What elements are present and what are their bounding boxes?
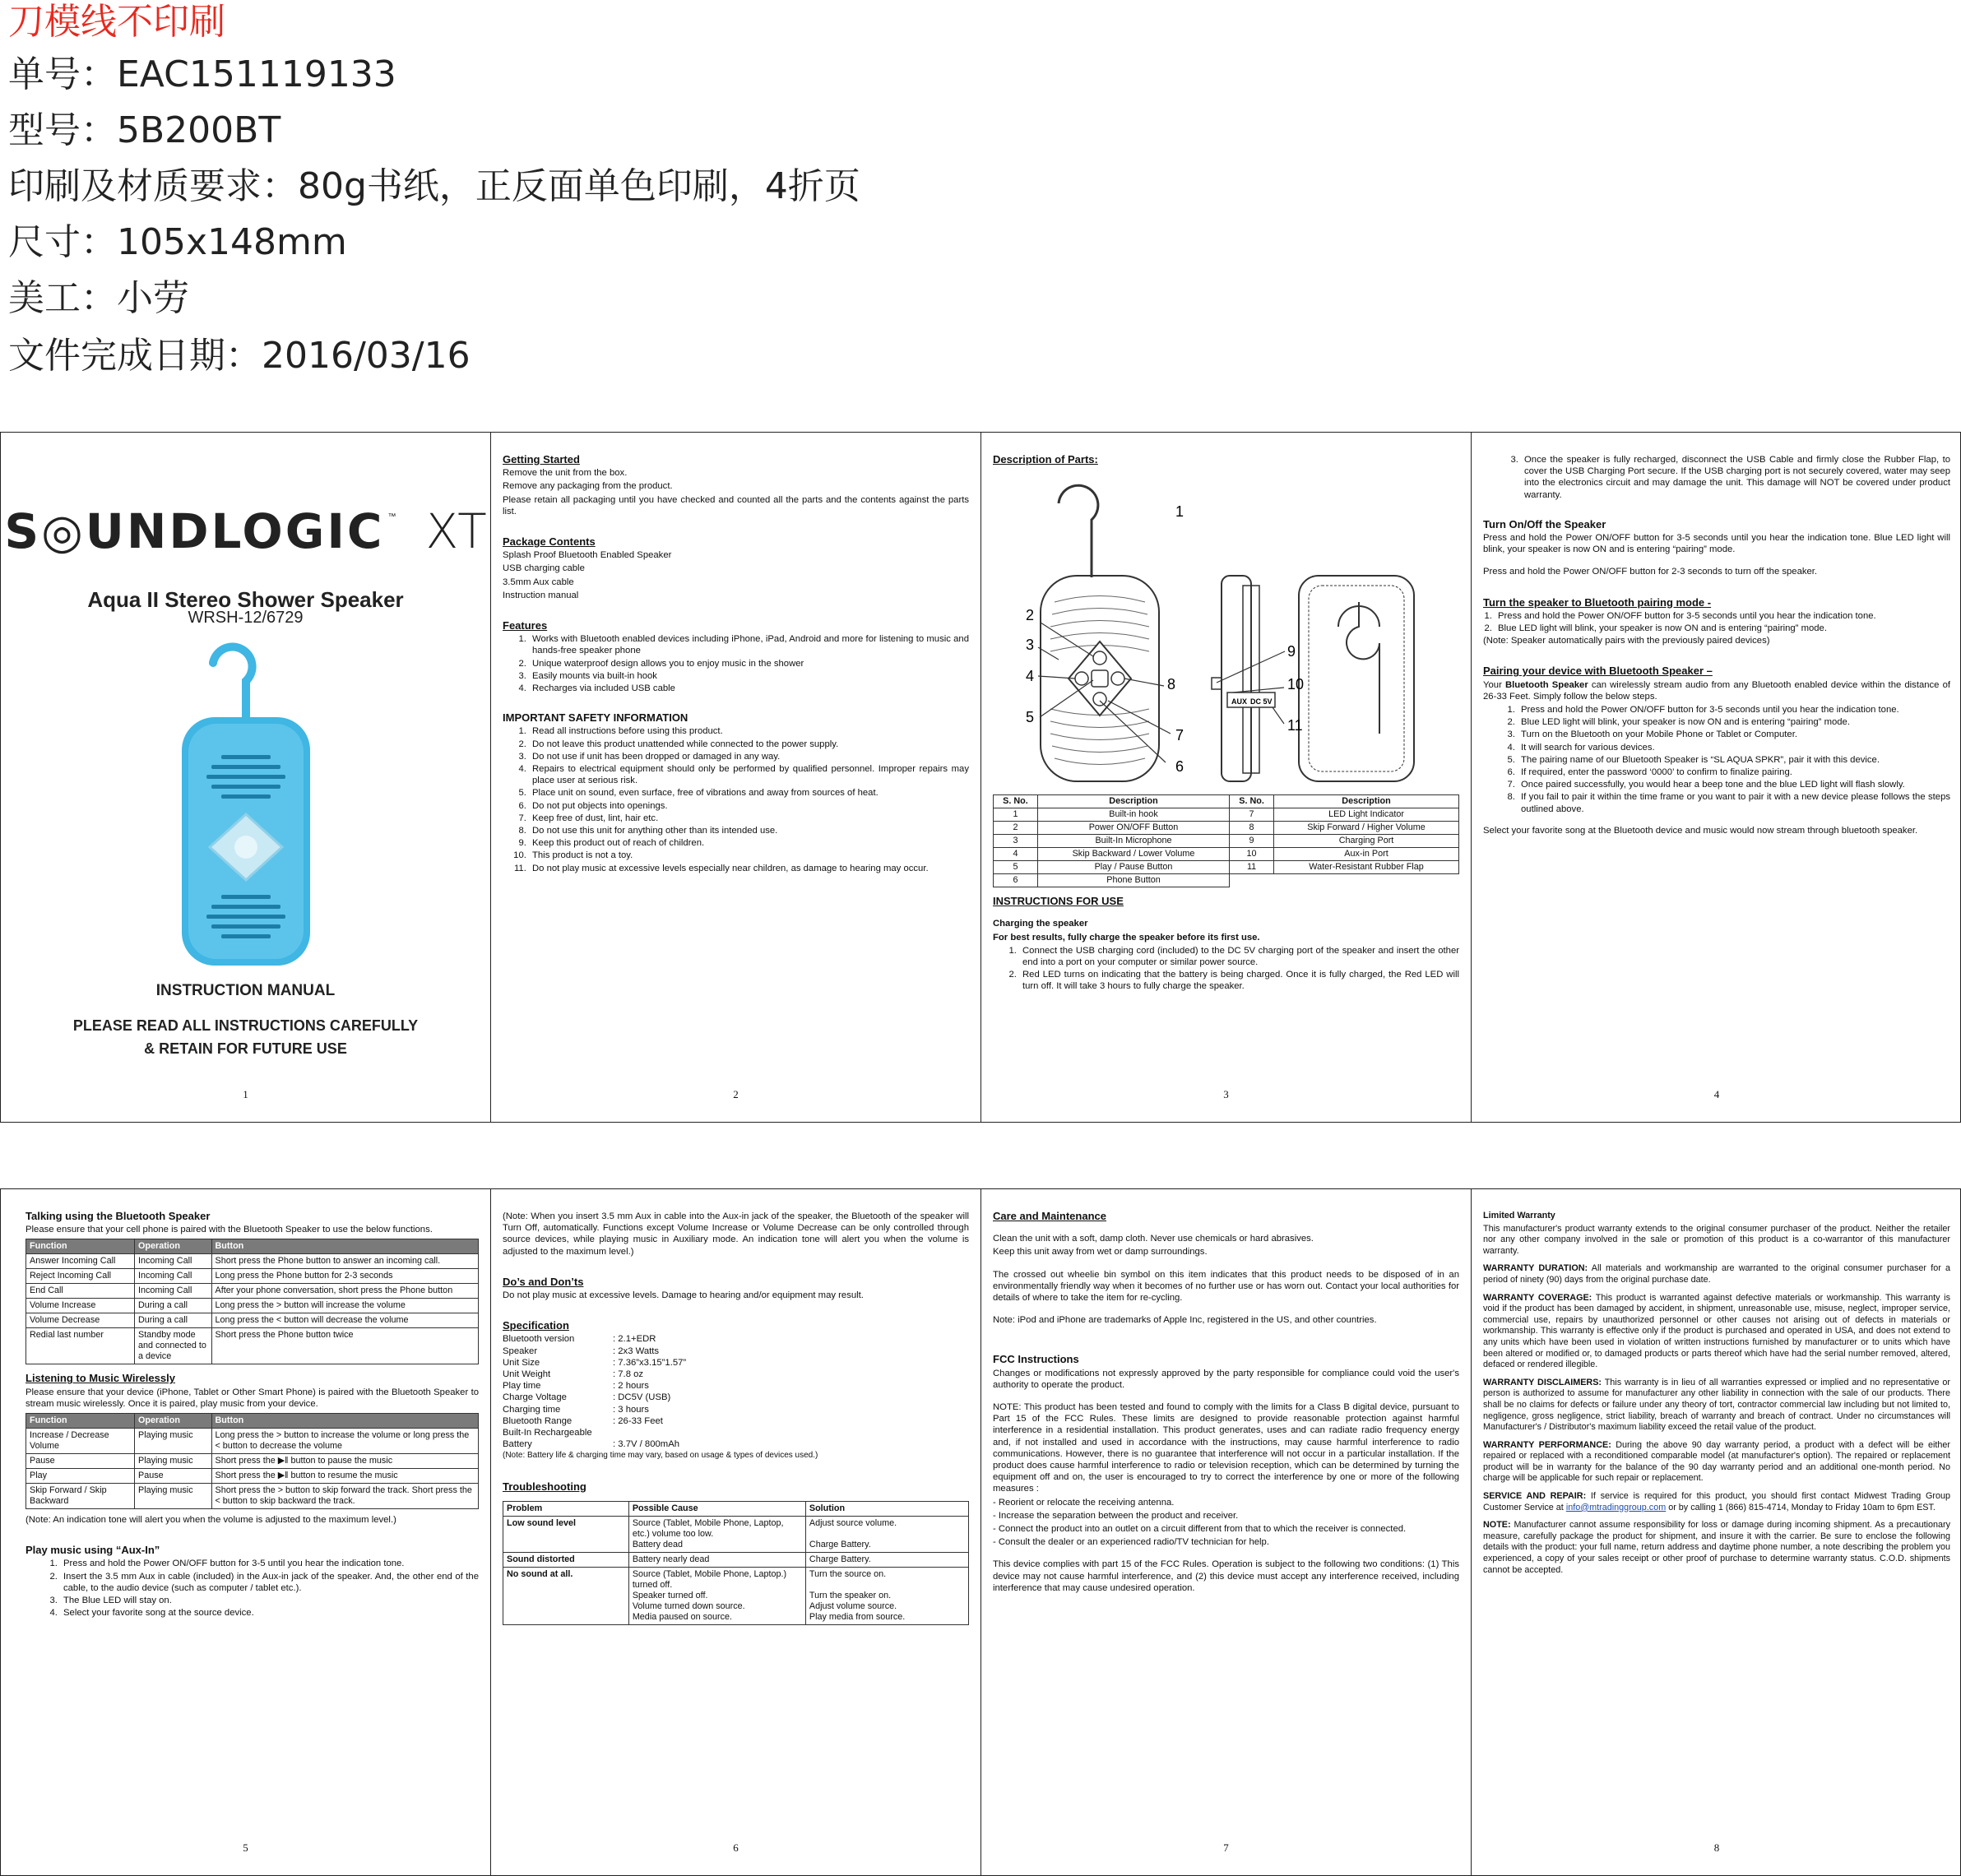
package-contents-heading: Package Contents	[503, 535, 596, 549]
speaker-image	[164, 632, 328, 969]
aux-note: (Note: When you insert 3.5 mm Aux in cable into the Aux-in jack of the speaker, the Bluetooth of the speaker will Turn Off, automatically. Functions except Volume Increase or Volume Decrease can be only controlled through source devices, while playing music in Auxiliary mode. An indication tone will alert you when the volume is adjusted to the maximum level.)	[503, 1211, 969, 1257]
care-text-4: Note: iPod and iPhone are trademarks of Apple Inc, registered in the US, and other countries.	[993, 1315, 1377, 1326]
read-line-1: PLEASE READ ALL INSTRUCTIONS CAREFULLY	[72, 1017, 419, 1034]
talking-intro: Please ensure that your cell phone is paired with the Bluetooth Speaker to use the below functions.	[25, 1225, 433, 1235]
cell: Long press the < button will decrease the volume	[211, 1313, 479, 1328]
charging-step: 1. Connect the USB charging cord (included) to the DC 5V charging port of the speaker and insert the other end into a port on your computer or similar power source.	[1019, 945, 1459, 968]
parts-table	[993, 794, 1459, 887]
fcc-text-1: Changes or modifications not expressly approved by the party responsible for compliance could void the user's authority to operate the product.	[993, 1368, 1459, 1390]
cell: Volume Increase	[26, 1299, 135, 1313]
page-number: 3	[1223, 1087, 1229, 1100]
cell: End Call	[26, 1284, 135, 1299]
cell: Incoming Call	[135, 1269, 212, 1284]
pairing-intro	[1483, 679, 1950, 702]
th: S. No.	[994, 795, 1038, 808]
turn-on-text: Press and hold the Power ON/OFF button for 3-5 seconds until you hear the indication tone. Blue LED light will blink, your speaker is now ON and is entering “pairing” mode.	[1483, 533, 1950, 555]
label: WARRANTY DURATION:	[1483, 1263, 1588, 1274]
feature-item: 2. Unique waterproof design allows you to enjoy music in the shower	[529, 658, 969, 669]
cell: Aux-in Port	[1274, 848, 1459, 861]
pairing-step: 1. Press and hold the Power ON/OFF button for 3-5 seconds until you hear the indication tone.	[1518, 704, 1950, 716]
panel-3	[981, 433, 1472, 1122]
callout-4: 4	[1026, 668, 1035, 685]
header-line-5: 尺寸：105x148mm	[8, 221, 347, 263]
read-instructions-notice	[12, 1014, 479, 1060]
cell: 2	[994, 822, 1038, 835]
table-row	[503, 1567, 969, 1624]
parts-diagram	[993, 470, 1459, 791]
cell: 9	[1230, 835, 1274, 848]
pairing-mode-steps	[1495, 610, 1950, 634]
aux-label: AUX	[1231, 697, 1248, 706]
cell: Long press the > button will increase the volume	[211, 1299, 479, 1313]
label: WARRANTY COVERAGE:	[1483, 1292, 1592, 1303]
bottom-sheet	[0, 1188, 1961, 1876]
safety-item: 11. Do not play music at excessive levels especially near children, as damage to hearing may occur.	[529, 863, 969, 874]
package-item: Splash Proof Bluetooth Enabled Speaker	[503, 550, 672, 561]
spec-value: : 7.8 oz	[613, 1369, 644, 1380]
logo-text: S◎UNDLOGIC	[4, 503, 385, 559]
spec-row	[503, 1357, 969, 1369]
volume-note: (Note: An indication tone will alert you when the volume is adjusted to the maximum level.)	[25, 1515, 396, 1526]
table-row	[26, 1269, 479, 1284]
cell: Redial last number	[26, 1328, 135, 1364]
cell: Built-in hook	[1037, 808, 1229, 822]
specification-list	[503, 1333, 969, 1450]
callout-10: 10	[1287, 676, 1305, 693]
spec-row	[503, 1380, 969, 1392]
description-of-parts-heading: Description of Parts:	[993, 453, 1098, 466]
cell: Increase / Decrease Volume	[26, 1429, 135, 1454]
safety-item: 3. Do not use if unit has been dropped or damaged in any way.	[529, 751, 969, 762]
feature-item: 3. Easily mounts via built-in hook	[529, 670, 969, 682]
spec-label: Speaker	[503, 1346, 538, 1356]
spec-label: Bluetooth version	[503, 1334, 575, 1345]
aux-in-steps	[60, 1558, 479, 1619]
getting-started-line-3: Please retain all packaging until you have checked and counted all the parts and the contents against the parts list.	[503, 494, 969, 516]
pairing-mode-step: 2. Blue LED light will blink, your speaker is now ON and is entering “pairing” mode.	[1495, 623, 1950, 634]
safety-item: 6. Do not put objects into openings.	[529, 800, 969, 812]
spec-value: : 7.36”x3.15”1.57”	[613, 1357, 687, 1368]
listening-heading: Listening to Music Wirelessly	[25, 1372, 175, 1385]
safety-list	[529, 725, 969, 873]
charging-heading: Charging the speaker	[993, 919, 1088, 929]
cell: Source (Tablet, Mobile Phone, Laptop.) turned off. Speaker turned off. Volume turned down source. Media paused on source.	[628, 1567, 805, 1624]
spec-label: Charge Voltage	[503, 1392, 567, 1403]
safety-item: 4. Repairs to electrical equipment should only be performed by qualified personnel. Improper repairs may place user at serious risk.	[529, 763, 969, 786]
pairing-mode-note: (Note: Speaker automatically pairs with the previously paired devices)	[1483, 636, 1770, 646]
fcc-heading: FCC Instructions	[993, 1353, 1079, 1366]
charging-best-results: For best results, fully charge the speaker before its first use.	[993, 932, 1260, 943]
safety-item: 5. Place unit on sound, even surface, free of vibrations and away from sources of heat.	[529, 787, 969, 799]
package-item: USB charging cable	[503, 563, 585, 574]
feature-item: 1. Works with Bluetooth enabled devices including iPhone, iPad, Android and more for listening to music and hands-free speaker phone	[529, 633, 969, 656]
spec-label: Battery	[503, 1439, 532, 1450]
music-functions-table	[25, 1413, 479, 1509]
cell: 7	[1230, 808, 1274, 822]
spec-value: : 26-33 Feet	[613, 1415, 663, 1426]
aux-in-step: 3. The Blue LED will stay on.	[60, 1595, 479, 1606]
limited-warranty-text: This manufacturer's product warranty extends to the original consumer purchaser of the product. Neither the retailer nor any other company involved in the sale or promotion of this product is a co-warrantor of this manufacturer warranty.	[1483, 1223, 1950, 1256]
care-text-2: Keep this unit away from wet or damp surroundings.	[993, 1247, 1208, 1258]
cell: 3	[994, 835, 1038, 848]
aux-in-heading: Play music using “Aux-In”	[25, 1544, 160, 1557]
cell: Skip Forward / Skip Backward	[26, 1484, 135, 1509]
fcc-text-3: This device complies with part 15 of the FCC Rules. Operation is subject to the following two conditions: (1) This device may not cause harmful interference, and (2) this device must accept any interference received, including interference that may cause undesired operation.	[993, 1559, 1459, 1593]
table-row	[503, 1552, 969, 1567]
call-functions-table	[25, 1239, 479, 1364]
cell: During a call	[135, 1299, 212, 1313]
cell: Battery nearly dead	[628, 1552, 805, 1567]
warranty-coverage	[1483, 1293, 1950, 1371]
spec-value: : 2.1+EDR	[613, 1334, 656, 1345]
cell: Short press the ▶‖ button to pause the music	[211, 1454, 479, 1469]
logo-xt: XT	[425, 503, 487, 559]
label: SERVICE AND REPAIR:	[1483, 1491, 1587, 1502]
header-line-2: 单号：EAC151119133	[8, 53, 396, 95]
callout-6: 6	[1175, 758, 1184, 776]
cell: Reject Incoming Call	[26, 1269, 135, 1284]
aux-in-step: 4. Select your favorite song at the source device.	[60, 1607, 479, 1619]
table-row	[26, 1254, 479, 1269]
table-row	[994, 874, 1459, 887]
th: Operation	[135, 1414, 212, 1429]
fcc-measure: - Connect the product into an outlet on a circuit different from that to which the receiver is connected.	[993, 1524, 1407, 1535]
instruction-manual-label: INSTRUCTION MANUAL	[155, 982, 336, 1000]
table-row	[26, 1299, 479, 1313]
cell: Built-In Microphone	[1037, 835, 1229, 848]
table-row	[26, 1284, 479, 1299]
callout-7: 7	[1175, 727, 1184, 744]
spec-value: : 2x3 Watts	[613, 1346, 660, 1356]
text: Your	[1483, 679, 1505, 690]
table-row	[26, 1484, 479, 1509]
callout-3: 3	[1026, 637, 1035, 654]
header-line-7: 文件完成日期：2016/03/16	[8, 335, 471, 377]
pairing-step: 4. It will search for various devices.	[1518, 742, 1950, 753]
text: can wirelessly stream audio from any Bluetooth enabled device within the distance of 26-33 Feet. Simply follow the below steps.	[1483, 679, 1950, 702]
text-bold: Bluetooth Speaker	[1504, 679, 1588, 690]
charging-step: 2. Red LED turns on indicating that the battery is being charged. Once it is fully charged, the Red LED will turn off. It will take 3 hours to fully charge the speaker.	[1019, 969, 1459, 992]
callout-5: 5	[1026, 709, 1035, 726]
dos-donts-heading: Do’s and Don’ts	[503, 1275, 584, 1288]
cell: Short press the > button to skip forward the track. Short press the < button to skip backward the track.	[211, 1484, 479, 1509]
speaker-illustration	[164, 632, 328, 969]
spec-row	[503, 1427, 969, 1438]
dos-donts-text: Do not play music at excessive levels. Damage to hearing and/or equipment may result.	[503, 1290, 864, 1301]
product-title: Aqua II Stereo Shower Speaker	[87, 587, 404, 612]
table-row	[994, 822, 1459, 835]
safety-item: 2. Do not leave this product unattended while connected to the power supply.	[529, 739, 969, 750]
text: Manufacturer cannot assume responsibility for loss or damage during incoming shipment. As a precautionary measure, carefully package the product for shipment, and insure it with the carrier. Be sure to enclose the following details with the product: your full name, return address and daytime phone number, a note describing the problem you experienced, a copy of your sales receipt or other proof of purchase to determine warranty status. C.O.D. shipments cannot be accepted.	[1483, 1520, 1950, 1575]
cell: Source (Tablet, Mobile Phone, Laptop, etc.) volume too low. Battery dead	[628, 1516, 805, 1552]
fcc-measure: - Reorient or relocate the receiving antenna.	[993, 1497, 1175, 1508]
pairing-mode-heading: Turn the speaker to Bluetooth pairing mode -	[1483, 595, 1712, 609]
spec-row	[503, 1404, 969, 1415]
text: This warranty is in lieu of all warranties expressed or implied and no representative or person is authorized to assume for manufacturer any other liability in connection with the sale of our products. There shall be no claims for defects or failure under any theory of tort, contractor commercial law including but not limited to, negligence, gross negligence, strict liability, breach of warranty and breach of contract. Under no circumstances will Manufacturer's / Distributor's maximum liability exceed the retail value of the product.	[1483, 1377, 1950, 1433]
cell: Incoming Call	[135, 1284, 212, 1299]
panel-6	[491, 1189, 981, 1875]
turn-off-text: Press and hold the Power ON/OFF button for 2-3 seconds to turn off the speaker.	[1483, 567, 1818, 577]
pairing-steps	[1518, 704, 1950, 815]
turn-on-off-heading: Turn On/Off the Speaker	[1483, 517, 1606, 530]
cell: Skip Forward / Higher Volume	[1274, 822, 1459, 835]
select-song-text: Select your favorite song at the Bluetooth device and music would now stream through bluetooth speaker.	[1483, 825, 1918, 836]
feature-item: 4. Recharges via included USB cable	[529, 683, 969, 694]
fcc-text-2: NOTE: This product has been tested and found to comply with the limits for a Class B digital device, pursuant to Part 15 of the FCC Rules. These limits are designed to provide reasonable protection against harmful interference in a residential installation. This product generates, uses and can radiate radio frequency energy and, if not installed and used in accordance with the instructions, may cause harmful interference to radio communications. However, there is no guarantee that interference will not occur in a particular installation. If the product does cause harmful interference to radio or television reception, which can be determined by turning the equipment off and on, the user is encouraged to try to correct the interference by one or more of the following measures :	[993, 1402, 1459, 1494]
fcc-measure: - Increase the separation between the product and receiver.	[993, 1510, 1239, 1521]
cell: Long press the Phone button for 2-3 seconds	[211, 1269, 479, 1284]
panel-1-cover	[1, 433, 491, 1122]
cell: Power ON/OFF Button	[1037, 822, 1229, 835]
aux-in-step: 2. Insert the 3.5 mm Aux in cable (included) in the Aux-in jack of the speaker. And, the other end of the cable, to the audio device (such as computer / tablet etc.).	[60, 1571, 479, 1594]
page-number: 5	[243, 1841, 248, 1854]
label: WARRANTY DISCLAIMERS:	[1483, 1377, 1602, 1387]
header-line-1: 刀模线不印刷	[8, 1, 225, 43]
cell: Charge Battery.	[805, 1552, 968, 1567]
safety-item: 7. Keep free of dust, lint, hair etc.	[529, 813, 969, 824]
getting-started-line-1: Remove the unit from the box.	[503, 468, 628, 479]
th: Function	[26, 1239, 135, 1254]
table-row	[503, 1516, 969, 1552]
pairing-step: 8. If you fail to pair it within the time frame or you want to pair it with a new device please follows the steps outlined above.	[1518, 791, 1950, 814]
safety-item: 1. Read all instructions before using this product.	[529, 725, 969, 737]
spec-value: : 3.7V / 800mAh	[613, 1439, 680, 1450]
text: All materials and workmanship are warranted to the original consumer purchaser for a period of ninety (90) days from the original purchase date.	[1483, 1263, 1950, 1285]
pairing-step: 5. The pairing name of our Bluetooth Speaker is “SL AQUA SPKR”, pair it with this device.	[1518, 754, 1950, 766]
cell: Play	[26, 1469, 135, 1484]
cell	[1230, 874, 1274, 887]
table-row	[26, 1429, 479, 1454]
spec-value: : 3 hours	[613, 1404, 649, 1415]
pairing-step: 6. If required, enter the password ‘0000’ to confirm to finalize pairing.	[1518, 767, 1950, 778]
cell	[1274, 874, 1459, 887]
troubleshooting-table	[503, 1501, 969, 1625]
package-item: Instruction manual	[503, 590, 579, 600]
pairing-mode-step: 1. Press and hold the Power ON/OFF button for 3-5 seconds until you hear the indication tone.	[1495, 610, 1950, 622]
header-line-3: 型号：5B200BT	[8, 109, 281, 151]
model-number: WRSH-12/6729	[188, 609, 304, 628]
table-row	[994, 848, 1459, 861]
cell: During a call	[135, 1313, 212, 1328]
print-spec-header	[0, 0, 1961, 411]
table-row	[994, 861, 1459, 874]
charging-step: 3. Once the speaker is fully recharged, disconnect the USB Cable and firmly close the Rubber Flap, to cover the USB Charging Port secure. If the USB charging port is not securely covered, water may seep into the electronics circuit and may damage the unit. This damage will NOT be covered under product warranty.	[1521, 454, 1950, 501]
text: If service is required for this product, you should first contact Midwest Trading Group Customer Service at	[1483, 1491, 1950, 1512]
label: WARRANTY PERFORMANCE:	[1483, 1439, 1611, 1450]
th: S. No.	[1230, 795, 1274, 808]
warranty-disclaimers	[1483, 1378, 1950, 1434]
callout-2: 2	[1026, 607, 1035, 624]
spec-row	[503, 1346, 969, 1357]
page-number: 6	[733, 1841, 739, 1854]
cell: 8	[1230, 822, 1274, 835]
label: NOTE:	[1483, 1520, 1511, 1531]
cell: Pause	[26, 1454, 135, 1469]
fcc-measure: - Consult the dealer or an experienced radio/TV technician for help.	[993, 1537, 1269, 1548]
page-number: 4	[1713, 1087, 1720, 1100]
spec-row	[503, 1369, 969, 1380]
th: Description	[1037, 795, 1229, 808]
cell: Turn the source on. Turn the speaker on. Adjust volume source. Play media from source.	[805, 1567, 968, 1624]
cell: Short press the ▶‖ button to resume the music	[211, 1469, 479, 1484]
getting-started-line-2: Remove any packaging from the product.	[503, 481, 673, 492]
care-heading: Care and Maintenance	[993, 1210, 1106, 1222]
table-row	[26, 1469, 479, 1484]
cell: Answer Incoming Call	[26, 1254, 135, 1269]
parts-diagram-svg	[993, 470, 1460, 791]
cell: After your phone conversation, short press the Phone button	[211, 1284, 479, 1299]
spec-value: : 2 hours	[613, 1381, 649, 1392]
th: Description	[1274, 795, 1459, 808]
cell: Playing music	[135, 1484, 212, 1509]
talking-heading: Talking using the Bluetooth Speaker	[25, 1210, 211, 1222]
cell: 1	[994, 808, 1038, 822]
panel-2	[491, 433, 981, 1122]
table-row	[994, 835, 1459, 848]
th: Possible Cause	[628, 1501, 805, 1516]
th: Problem	[503, 1501, 629, 1516]
table-row	[26, 1328, 479, 1364]
cell: Short press the Phone button to answer an incoming call.	[211, 1254, 479, 1269]
table-row	[26, 1313, 479, 1328]
th: Operation	[135, 1239, 212, 1254]
safety-item: 10. This product is not a toy.	[529, 850, 969, 861]
spec-row	[503, 1392, 969, 1403]
text: or by calling 1 (866) 815-4714, Monday to Friday 10am to 6pm EST.	[1666, 1502, 1936, 1512]
cell: LED Light Indicator	[1274, 808, 1459, 822]
callout-11: 11	[1287, 717, 1303, 734]
cell: No sound at all.	[503, 1567, 629, 1624]
spec-label: Built-In Rechargeable	[503, 1428, 592, 1438]
spec-row	[503, 1333, 969, 1345]
specification-heading: Specification	[503, 1319, 569, 1332]
text: This product is warranted against defective materials or workmanship. This warranty is void if the product has been damaged by accident, in shipment, unreasonable use, misuse, neglect, improper service, commercial use, repairs by unauthorized personnel or other causes not arising out of defects in materials or workmanship. This warranty is effective only if the product is purchased and operated in USA, and does not extend to any units which have been used in violation of written instructions furnished by manufacturer or to units which have been altered or modified or, to damaged products or parts thereof which have had the serial number removed, altered, defaced or rendered illegible.	[1483, 1292, 1950, 1370]
spec-label: Bluetooth Range	[503, 1415, 573, 1426]
cell: 10	[1230, 848, 1274, 861]
care-text-3: The crossed out wheelie bin symbol on this item indicates that this product needs to be disposed of in an environmentally friendly way when it becomes of no further use or has worn out. Contact your local authorities for details of where to take the item for re-cycling.	[993, 1269, 1459, 1304]
table-row	[26, 1454, 479, 1469]
listening-intro: Please ensure that your device (iPhone, Tablet or Other Smart Phone) is paired with the Bluetooth Speaker to stream music wirelessly. Once it is paired, play music from your device.	[25, 1387, 479, 1409]
limited-warranty-heading: Limited Warranty	[1483, 1211, 1555, 1221]
cell: Playing music	[135, 1454, 212, 1469]
page-number: 8	[1713, 1841, 1720, 1855]
cell: 11	[1230, 861, 1274, 874]
page-number: 1	[243, 1087, 248, 1100]
callout-1: 1	[1175, 503, 1184, 521]
cell: Low sound level	[503, 1516, 629, 1552]
cell: Water-Resistant Rubber Flap	[1274, 861, 1459, 874]
charging-steps-continued	[1521, 454, 1950, 501]
trademark: ™	[387, 512, 396, 521]
cell: Volume Decrease	[26, 1313, 135, 1328]
page-number: 2	[733, 1087, 739, 1100]
charging-steps	[1019, 945, 1459, 993]
spec-label: Charging time	[503, 1404, 561, 1415]
cell: Adjust source volume. Charge Battery.	[805, 1516, 968, 1552]
panel-4	[1472, 433, 1961, 1122]
panel-8	[1472, 1189, 1961, 1875]
getting-started-heading: Getting Started	[503, 453, 580, 466]
brand-logo	[4, 489, 487, 574]
cell: 6	[994, 874, 1038, 887]
support-email-link[interactable]: info@mtradinggroup.com	[1565, 1502, 1667, 1512]
package-item: 3.5mm Aux cable	[503, 577, 574, 587]
panel-5	[1, 1189, 491, 1875]
header-line-4: 印刷及材质要求：80g书纸，正反面单色印刷，4折页	[8, 165, 860, 207]
instructions-for-use-heading: INSTRUCTIONS FOR USE	[993, 895, 1124, 908]
spec-label: Unit Weight	[503, 1369, 551, 1380]
table-row	[994, 808, 1459, 822]
cell: Long press the > button to increase the volume or long press the < button to decrease the volume	[211, 1429, 479, 1454]
cell: 4	[994, 848, 1038, 861]
service-repair	[1483, 1491, 1950, 1513]
th: Solution	[805, 1501, 968, 1516]
features-list	[529, 633, 969, 694]
th: Function	[26, 1414, 135, 1429]
top-sheet	[0, 432, 1961, 1123]
pairing-heading: Pairing your device with Bluetooth Speaker –	[1483, 665, 1713, 678]
cell: Incoming Call	[135, 1254, 212, 1269]
read-line-2: & RETAIN FOR FUTURE USE	[144, 1040, 347, 1057]
dc-label: DC 5V	[1250, 697, 1273, 706]
spec-label: Play time	[503, 1381, 541, 1392]
spec-value: : DC5V (USB)	[613, 1392, 671, 1403]
cell: Short press the Phone button twice	[211, 1328, 479, 1364]
shipment-note	[1483, 1520, 1950, 1576]
pairing-step: 3. Turn on the Bluetooth on your Mobile Phone or Tablet or Computer.	[1518, 729, 1950, 740]
spec-label: Unit Size	[503, 1357, 540, 1368]
aux-in-step: 1. Press and hold the Power ON/OFF button for 3-5 until you hear the indication tone.	[60, 1558, 479, 1569]
th: Button	[211, 1414, 479, 1429]
cell: Playing music	[135, 1429, 212, 1454]
spec-row	[503, 1415, 969, 1427]
spec-row	[503, 1438, 969, 1450]
th: Button	[211, 1239, 479, 1254]
safety-item: 9. Keep this product out of reach of children.	[529, 837, 969, 849]
cell: 5	[994, 861, 1038, 874]
troubleshooting-heading: Troubleshooting	[503, 1480, 586, 1493]
care-text-1: Clean the unit with a soft, damp cloth. Never use chemicals or hard abrasives.	[993, 1234, 1314, 1244]
cell: Sound distorted	[503, 1552, 629, 1567]
callout-8: 8	[1167, 676, 1176, 693]
safety-item: 8. Do not use this unit for anything other than its intended use.	[529, 825, 969, 836]
cell: Charging Port	[1274, 835, 1459, 848]
header-line-6: 美工：小劳	[8, 277, 189, 319]
panel-7	[981, 1189, 1472, 1875]
safety-heading: IMPORTANT SAFETY INFORMATION	[503, 711, 688, 725]
features-heading: Features	[503, 619, 548, 632]
cell: Phone Button	[1037, 874, 1229, 887]
cell: Standby mode and connected to a device	[135, 1328, 212, 1364]
cell: Skip Backward / Lower Volume	[1037, 848, 1229, 861]
warranty-performance	[1483, 1440, 1950, 1485]
battery-note: (Note: Battery life & charging time may vary, based on usage & types of devices used.)	[503, 1451, 818, 1461]
cell: Play / Pause Button	[1037, 861, 1229, 874]
warranty-duration	[1483, 1263, 1950, 1285]
pairing-step: 2. Blue LED light will blink, your speaker is now ON and is entering “pairing” mode.	[1518, 716, 1950, 728]
page-number: 7	[1223, 1841, 1229, 1854]
callout-9: 9	[1287, 643, 1296, 660]
text: During the above 90 day warranty period, a product with a defect will be either repaired or replaced with a reconditioned comparable model (at manufacturer's option). The repaired or replacement product will be in warranty for the balance of the 90 day warranty period and an additional one-month period. No charge will be applicable for such repair or replacement.	[1483, 1439, 1950, 1484]
pairing-step: 7. Once paired successfully, you would hear a beep tone and the blue LED light will flash slowly.	[1518, 779, 1950, 790]
cell: Pause	[135, 1469, 212, 1484]
